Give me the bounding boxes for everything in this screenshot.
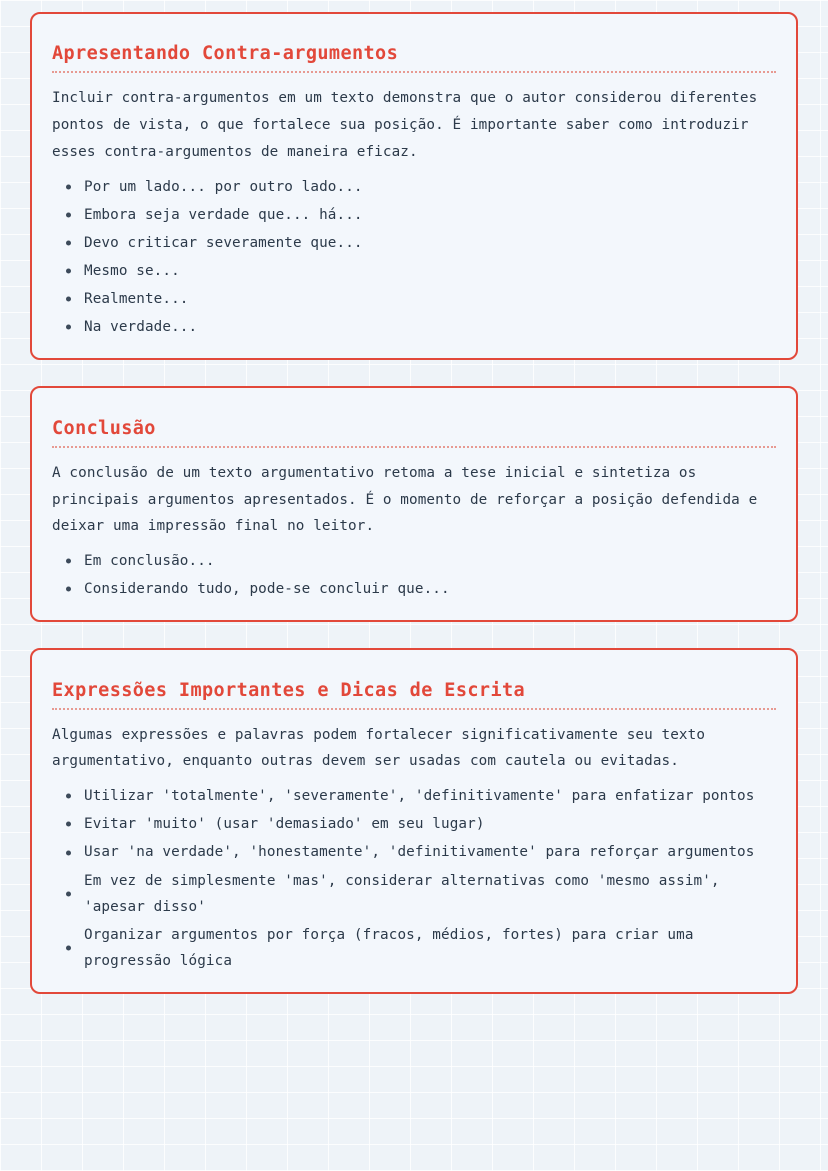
section-card-expressions-tips	[30, 648, 798, 994]
list-item: Embora seja verdade que... há...	[52, 202, 776, 228]
list-item: Usar 'na verdade', 'honestamente', 'definitivamente' para reforçar argumentos	[52, 839, 776, 865]
section-list	[52, 548, 776, 602]
section-title: Conclusão	[52, 418, 776, 448]
section-card-conclusion	[30, 386, 798, 622]
list-item: Realmente...	[52, 286, 776, 312]
section-list	[52, 783, 776, 974]
list-item: Mesmo se...	[52, 258, 776, 284]
list-item: Evitar 'muito' (usar 'demasiado' em seu lugar)	[52, 811, 776, 837]
list-item: Em vez de simplesmente 'mas', considerar alternativas como 'mesmo assim', 'apesar disso'	[52, 868, 776, 920]
list-item: Em conclusão...	[52, 548, 776, 574]
list-item: Devo criticar severamente que...	[52, 230, 776, 256]
section-list	[52, 174, 776, 341]
section-paragraph: A conclusão de um texto argumentativo retoma a tese inicial e sintetiza os principais argumentos apresentados. É o momento de reforçar a posição defendida e deixar uma impressão final no leitor.	[52, 464, 758, 535]
section-title: Apresentando Contra-argumentos	[52, 43, 776, 73]
section-card-counterarguments	[30, 12, 798, 360]
section-paragraph: Incluir contra-argumentos em um texto demonstra que o autor considerou diferentes pontos de vista, o que fortalece sua posição. É importante saber como introduzir esses contra-argumentos de maneira eficaz.	[52, 90, 758, 160]
list-item: Utilizar 'totalmente', 'severamente', 'definitivamente' para enfatizar pontos	[52, 783, 776, 809]
list-item: Na verdade...	[52, 314, 776, 340]
list-item: Considerando tudo, pode-se concluir que...	[52, 576, 776, 602]
list-item: Organizar argumentos por força (fracos, médios, fortes) para criar uma progressão lógica	[52, 922, 776, 974]
section-title: Expressões Importantes e Dicas de Escrita	[52, 680, 776, 710]
section-paragraph: Algumas expressões e palavras podem fortalecer significativamente seu texto argumentativo, enquanto outras devem ser usadas com cautela ou evitadas.	[52, 726, 706, 770]
list-item: Por um lado... por outro lado...	[52, 174, 776, 200]
